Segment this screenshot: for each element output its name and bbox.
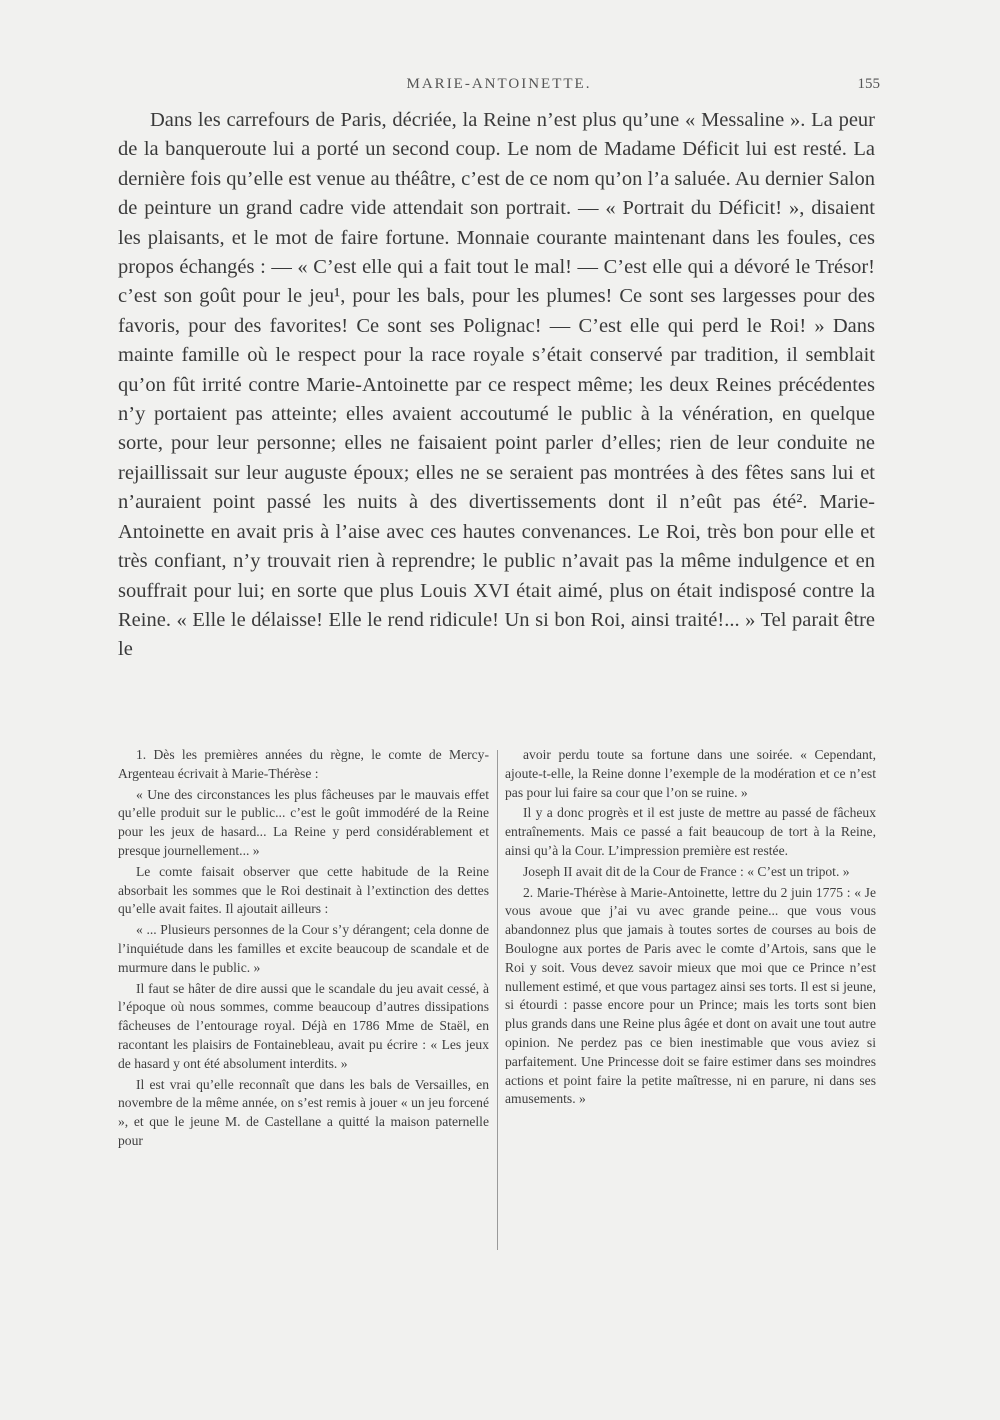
footnote-paragraph: « Une des circonstances les plus fâcheuses par le mauvais effet qu’elle produit sur le public... c’est le goût immodéré de la Reine pour les jeux de hasard... La Reine y perd considérablement et presque journellement... »: [118, 786, 489, 858]
footnotes-left-column: [118, 746, 489, 1250]
footnote-paragraph: Il faut se hâter de dire aussi que le scandale du jeu avait cessé, à l’époque où nous sommes, comme beaucoup d’autres dissipations fâcheuses de l’entourage royal. Déjà en 1786 Mme de Staël, en racontant les plaisirs de Fontainebleau, avait pu écrire : « Les jeux de hasard y ont été absolument interdits. »: [118, 980, 489, 1071]
footnote-paragraph: Le comte faisait observer que cette habitude de la Reine absorbait les sommes que le Roi destinait à l’extinction des dettes qu’elle avait faites. Il ajoutait ailleurs :: [118, 863, 489, 917]
footnote-paragraph: Il y a donc progrès et il est juste de mettre au passé de fâcheux entraînements. Mais ce passé a fait beaucoup de tort à la Reine, ainsi qu’à la Cour. L’impression première est restée.: [505, 805, 876, 858]
footnote-paragraph: 1. Dès les premières années du règne, le comte de Mercy-Argenteau écrivait à Marie-Thérèse :: [118, 747, 489, 781]
footnote-paragraph: avoir perdu toute sa fortune dans une soirée. « Cependant, ajoute-t-elle, la Reine donne l’exemple de la modération et ce n’est pas pour lui faire sa cour que l’on se ruine. »: [505, 747, 876, 800]
footnotes-right-column: [505, 746, 876, 1250]
main-paragraph: Dans les carrefours de Paris, décriée, la Reine n’est plus qu’une « Messaline ». La peur de la banqueroute lui a porté un second coup. Le nom de Madame Déficit lui est resté. La dernière fois qu’elle est venue au théâtre, c’est de ce nom qu’on l’a saluée. Au dernier Salon de peinture un grand cadre vide attendait son portrait. — « Portrait du Déficit! », disaient les plaisants, et le mot de faire fortune. Monnaie courante maintenant dans les foules, ces propos échangés : — « C’est elle qui a fait tout le mal! — C’est elle qui a dévoré le Trésor! c’est son goût pour le jeu¹, pour les bals, pour les plumes! Ce sont ses largesses pour des favoris, pour des favorites! Ce sont ses Polignac! — C’est elle qui perd le Roi! » Dans mainte famille où le respect pour la race royale s’était conservé par tradition, il semblait qu’on fût irrité contre Marie-Antoinette par ce respect même; les deux Reines précédentes n’y portaient pas atteinte; elles avaient accoutumé le public à la vénération, en quelque sorte, pour leur personne; elles ne faisaient point parler d’elles; rien de leur conduite ne rejaillissait sur leur auguste époux; elles ne se seraient pas montrées à des fêtes sans lui et n’auraient point passé les nuits à des divertissements dont il n’eût pas été². Marie-Antoinette en avait pris à l’aise avec ces hautes convenances. Le Roi, très bon pour elle et très confiant, n’y trouvait rien à reprendre; le public n’avait pas la même indulgence et en souffrait pour lui; en sorte que plus Louis XVI était aimé, plus on était indisposé contre la Reine. « Elle le délaisse! Elle le rend ridicule! Un si bon Roi, ainsi traité!... » Tel parait être le: [118, 109, 875, 661]
page-number: 155: [857, 76, 880, 92]
footnote-paragraph: « ... Plusieurs personnes de la Cour s’y dérangent; cela donne de l’inquiétude dans les familles et excite beaucoup de scandale et de murmure dans le public. »: [118, 922, 489, 975]
column-divider: [497, 750, 498, 1250]
running-title: MARIE-ANTOINETTE.: [406, 76, 592, 92]
footnotes: [118, 746, 876, 1250]
page-header: [118, 76, 880, 100]
footnote-paragraph: 2. Marie-Thérèse à Marie-Antoinette, lettre du 2 juin 1775 : « Je vous avoue que j’ai vu avec grande peine... que vous vous abandonnez plus que jamais à toutes sortes de courses au bois de Boulogne aux portes de Paris avec le comte d’Artois, sans que le Roi y soit. Vous devez savoir mieux que moi que ce Prince n’est nullement estimé, et que vous partagez ainsi ses torts. Il est si jeune, si étourdi : passe encore pour un Prince; mais les torts sont bien plus grands dans une Reine plus âgée et dont on avait une tout autre opinion. Ne perdez pas ce bien inestimable que vous aviez si parfaitement. Une Princesse doit se faire estimer dans ses moindres actions et point faire la petite maîtresse, ni en parure, ni dans ses amusements. »: [505, 884, 876, 1107]
footnote-paragraph: Joseph II avait dit de la Cour de France : « C’est un tripot. »: [523, 863, 850, 879]
footnote-paragraph: Il est vrai qu’elle reconnaît que dans les bals de Versailles, en novembre de la même année, on s’est remis à jouer « un jeu forcené », et que le jeune M. de Castellane a quitté la maison paternelle pour: [118, 1076, 489, 1148]
